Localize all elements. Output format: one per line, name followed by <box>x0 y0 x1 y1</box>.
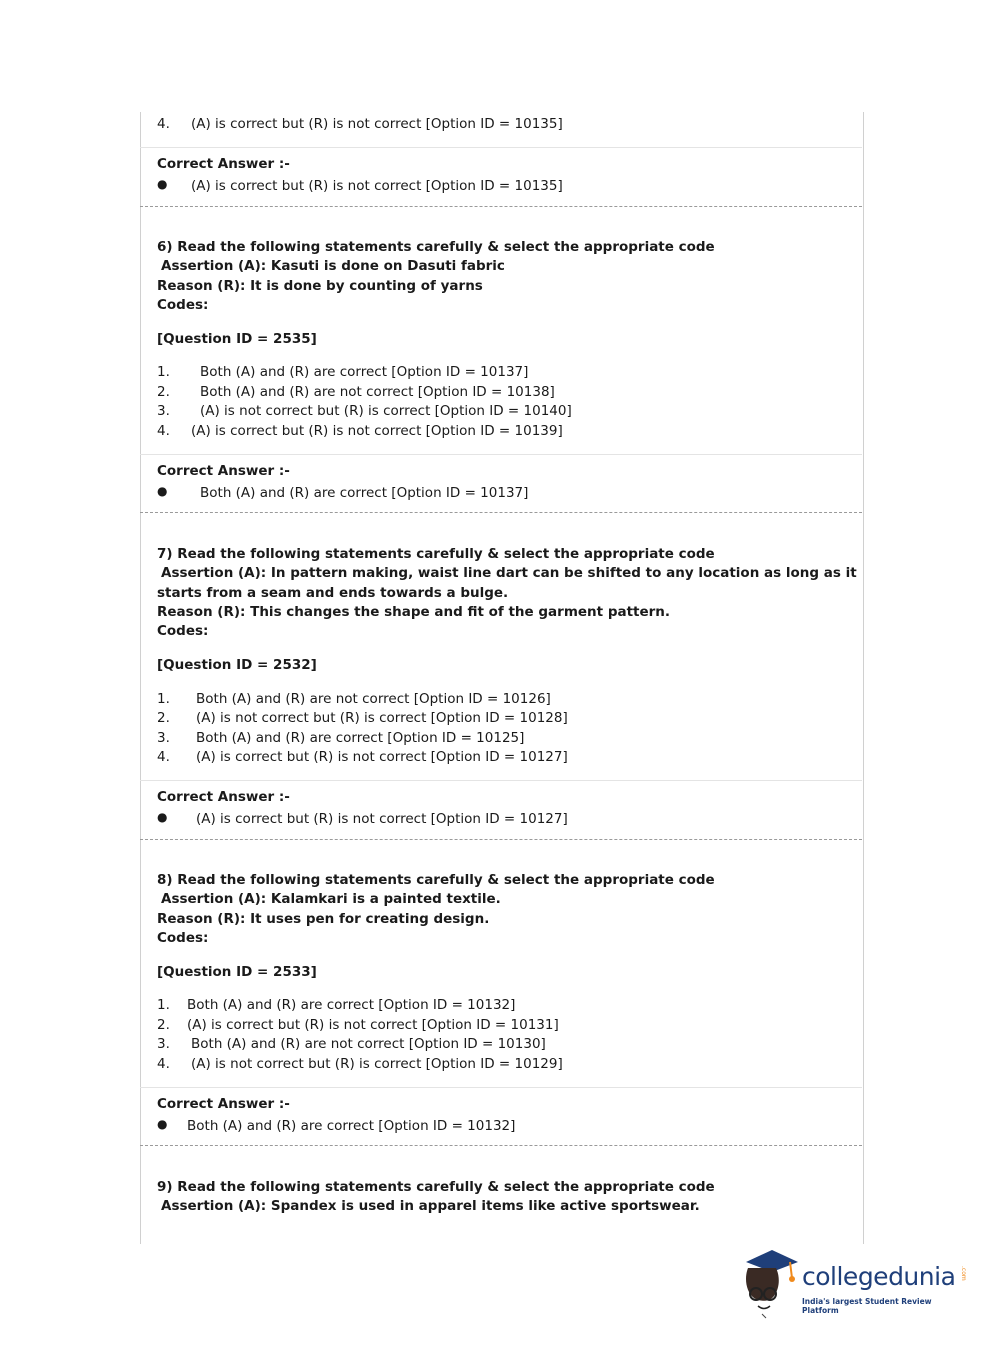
reason: Reason (R): It is done by counting of yarns <box>157 278 483 294</box>
brand-suffix: .com <box>960 1266 967 1281</box>
reason: Reason (R): It uses pen for creating design. <box>157 911 490 927</box>
option-number: 1. <box>157 364 170 380</box>
option-text: Both (A) and (R) are not correct [Option ID = 10130] <box>191 1036 546 1052</box>
option-text: (A) is correct but (R) is not correct [Option ID = 10139] <box>191 423 563 439</box>
divider <box>140 1087 862 1088</box>
correct-answer-text: Both (A) and (R) are correct [Option ID = 10137] <box>200 485 529 501</box>
option-number: 3. <box>157 1036 170 1052</box>
option-text: Both (A) and (R) are correct [Option ID = 10137] <box>200 364 529 380</box>
option-number: 3. <box>157 403 170 419</box>
option-number: 1. <box>157 997 170 1013</box>
question-separator <box>140 206 862 207</box>
option-text: (A) is not correct but (R) is correct [Option ID = 10129] <box>191 1056 563 1072</box>
option-number: 4. <box>157 423 170 439</box>
question-title: 6) Read the following statements carefully & select the appropriate code <box>157 239 715 255</box>
option-text: (A) is correct but (R) is not correct [Option ID = 10135] <box>191 116 563 132</box>
reason: Reason (R): This changes the shape and fit of the garment pattern. <box>157 604 671 620</box>
option-number: 4. <box>157 116 170 132</box>
correct-answer-label: Correct Answer :- <box>157 156 290 172</box>
option-number: 3. <box>157 730 170 746</box>
correct-answer-label: Correct Answer :- <box>157 789 290 805</box>
option-text: Both (A) and (R) are correct [Option ID = 10132] <box>187 997 516 1013</box>
mascot-icon <box>740 1248 800 1320</box>
option-number: 2. <box>157 710 170 726</box>
brand-tagline: India's largest Student Review Platform <box>802 1297 932 1315</box>
option-number: 2. <box>157 1017 170 1033</box>
bullet: ● <box>157 177 168 191</box>
brand-name: collegedunia <box>802 1262 956 1291</box>
question-separator <box>140 839 862 840</box>
option-number: 4. <box>157 749 170 765</box>
question-title: 8) Read the following statements carefully & select the appropriate code <box>157 872 715 888</box>
question-title: 7) Read the following statements carefully & select the appropriate code <box>157 546 715 562</box>
option-number: 4. <box>157 1056 170 1072</box>
correct-answer-text: (A) is correct but (R) is not correct [Option ID = 10127] <box>196 811 568 827</box>
codes-label: Codes: <box>157 930 209 946</box>
question-title: 9) Read the following statements carefully & select the appropriate code <box>157 1179 715 1195</box>
option-number: 1. <box>157 691 170 707</box>
option-text: Both (A) and (R) are not correct [Option ID = 10138] <box>200 384 555 400</box>
question-separator <box>140 512 862 513</box>
correct-answer-label: Correct Answer :- <box>157 463 290 479</box>
divider <box>140 780 862 781</box>
question-separator <box>140 1145 862 1146</box>
bullet: ● <box>157 1117 168 1131</box>
assertion: Assertion (A): Kasuti is done on Dasuti fabric <box>161 258 505 274</box>
correct-answer-text: Both (A) and (R) are correct [Option ID = 10132] <box>187 1118 516 1134</box>
codes-label: Codes: <box>157 623 209 639</box>
assertion-continued: starts from a seam and ends towards a bulge. <box>157 585 509 601</box>
bullet: ● <box>157 484 168 498</box>
question-id: [Question ID = 2533] <box>157 964 317 980</box>
option-text: (A) is correct but (R) is not correct [Option ID = 10127] <box>196 749 568 765</box>
option-text: (A) is correct but (R) is not correct [Option ID = 10131] <box>187 1017 559 1033</box>
option-text: Both (A) and (R) are not correct [Option ID = 10126] <box>196 691 551 707</box>
correct-answer-text: (A) is correct but (R) is not correct [Option ID = 10135] <box>191 178 563 194</box>
bullet: ● <box>157 810 168 824</box>
question-id: [Question ID = 2532] <box>157 657 317 673</box>
divider <box>140 147 862 148</box>
divider <box>140 454 862 455</box>
option-text: (A) is not correct but (R) is correct [Option ID = 10128] <box>196 710 568 726</box>
assertion: Assertion (A): Kalamkari is a painted textile. <box>161 891 501 907</box>
option-text: Both (A) and (R) are correct [Option ID = 10125] <box>196 730 525 746</box>
option-number: 2. <box>157 384 170 400</box>
option-text: (A) is not correct but (R) is correct [Option ID = 10140] <box>200 403 572 419</box>
assertion: Assertion (A): Spandex is used in apparel items like active sportswear. <box>161 1198 700 1214</box>
collegedunia-logo <box>740 1248 970 1320</box>
correct-answer-label: Correct Answer :- <box>157 1096 290 1112</box>
codes-label: Codes: <box>157 297 209 313</box>
question-id: [Question ID = 2535] <box>157 331 317 347</box>
assertion: Assertion (A): In pattern making, waist line dart can be shifted to any location as long as it <box>161 565 857 581</box>
